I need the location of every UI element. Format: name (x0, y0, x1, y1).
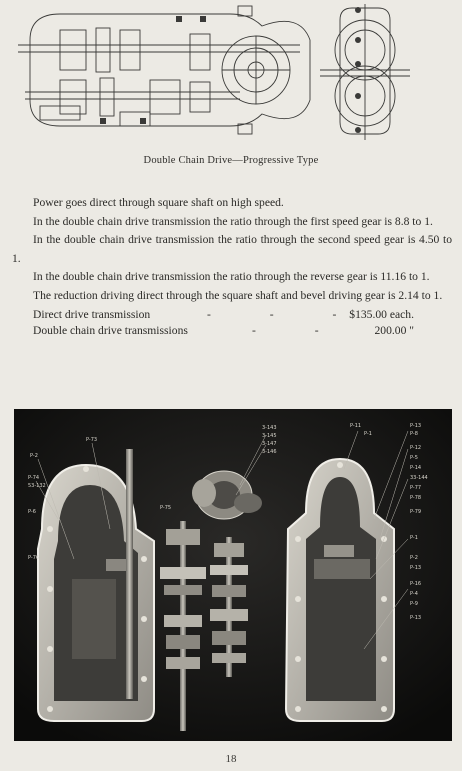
paragraph-high-speed: Power goes direct through square shaft on high speed. (33, 196, 284, 209)
photo-label: P-76 (28, 555, 40, 561)
photo-label: P-12 (410, 445, 422, 451)
photo-label: P-13 (410, 423, 422, 429)
paragraph-reverse-ratio: In the double chain drive transmission the ratio through the reverse gear is 11.16 to 1. (33, 270, 430, 284)
page-number: 18 (225, 753, 237, 765)
photo-label: P-78 (410, 495, 422, 501)
photo-label: 53-132 (28, 483, 46, 489)
photo-label: 3-147 (262, 441, 277, 447)
paragraph-second-speed-ratio: In the double chain drive transmission the ratio through the second speed gear is 4.50 to 1. (12, 233, 452, 265)
price-value: $135.00 each. (349, 307, 414, 321)
photo-label: P-16 (410, 581, 422, 587)
transmission-parts-photo (14, 409, 452, 741)
photo-label: 33-144 (410, 475, 428, 481)
photo-label: 3-146 (262, 449, 277, 455)
photo-label: P-1 (364, 431, 372, 437)
photo-label: P-77 (410, 485, 422, 491)
price-leader: - - - (207, 307, 365, 321)
photo-label: P-79 (410, 509, 422, 515)
photo-label: P-5 (410, 455, 418, 461)
photo-label: P-1 (410, 535, 418, 541)
paragraph-reduction-ratio: The reduction driving direct through the square shaft and bevel driving gear is 2.14 to 1. (33, 288, 443, 302)
photo-label: P-6 (28, 509, 36, 515)
photo-label: P-9 (410, 601, 418, 607)
photo-label: P-11 (350, 423, 362, 429)
photo-label: P-2 (410, 555, 418, 561)
photo-label: P-4 (410, 591, 418, 597)
photo-label: P-75 (160, 505, 172, 511)
paragraph-first-speed-ratio: In the double chain drive transmission the ratio through the first speed gear is 8.8 to 1. (33, 214, 433, 228)
price-item-name: Direct drive transmission (33, 307, 151, 321)
price-row-double-chain (12, 322, 452, 338)
photo-label: 3-145 (262, 433, 277, 439)
photo-label: P-14 (410, 465, 422, 471)
price-item-name: Double chain drive transmissions (33, 323, 188, 337)
parts-photo-image (14, 409, 452, 741)
body-text (12, 194, 452, 338)
photo-label: 3-143 (262, 425, 277, 431)
price-leader: - - (252, 323, 347, 337)
photo-label: P-13 (410, 615, 422, 621)
figure-caption: Double Chain Drive—Progressive Type (143, 155, 319, 166)
photo-label: P-74 (28, 475, 40, 481)
photo-label: P-13 (410, 565, 422, 571)
photo-label: P-8 (410, 431, 418, 437)
price-row-direct-drive (12, 306, 452, 322)
transmission-cross-section-drawing (0, 0, 462, 150)
photo-label: P-73 (86, 437, 98, 443)
photo-label: P-2 (30, 453, 38, 459)
price-value: 200.00 " (374, 323, 414, 337)
